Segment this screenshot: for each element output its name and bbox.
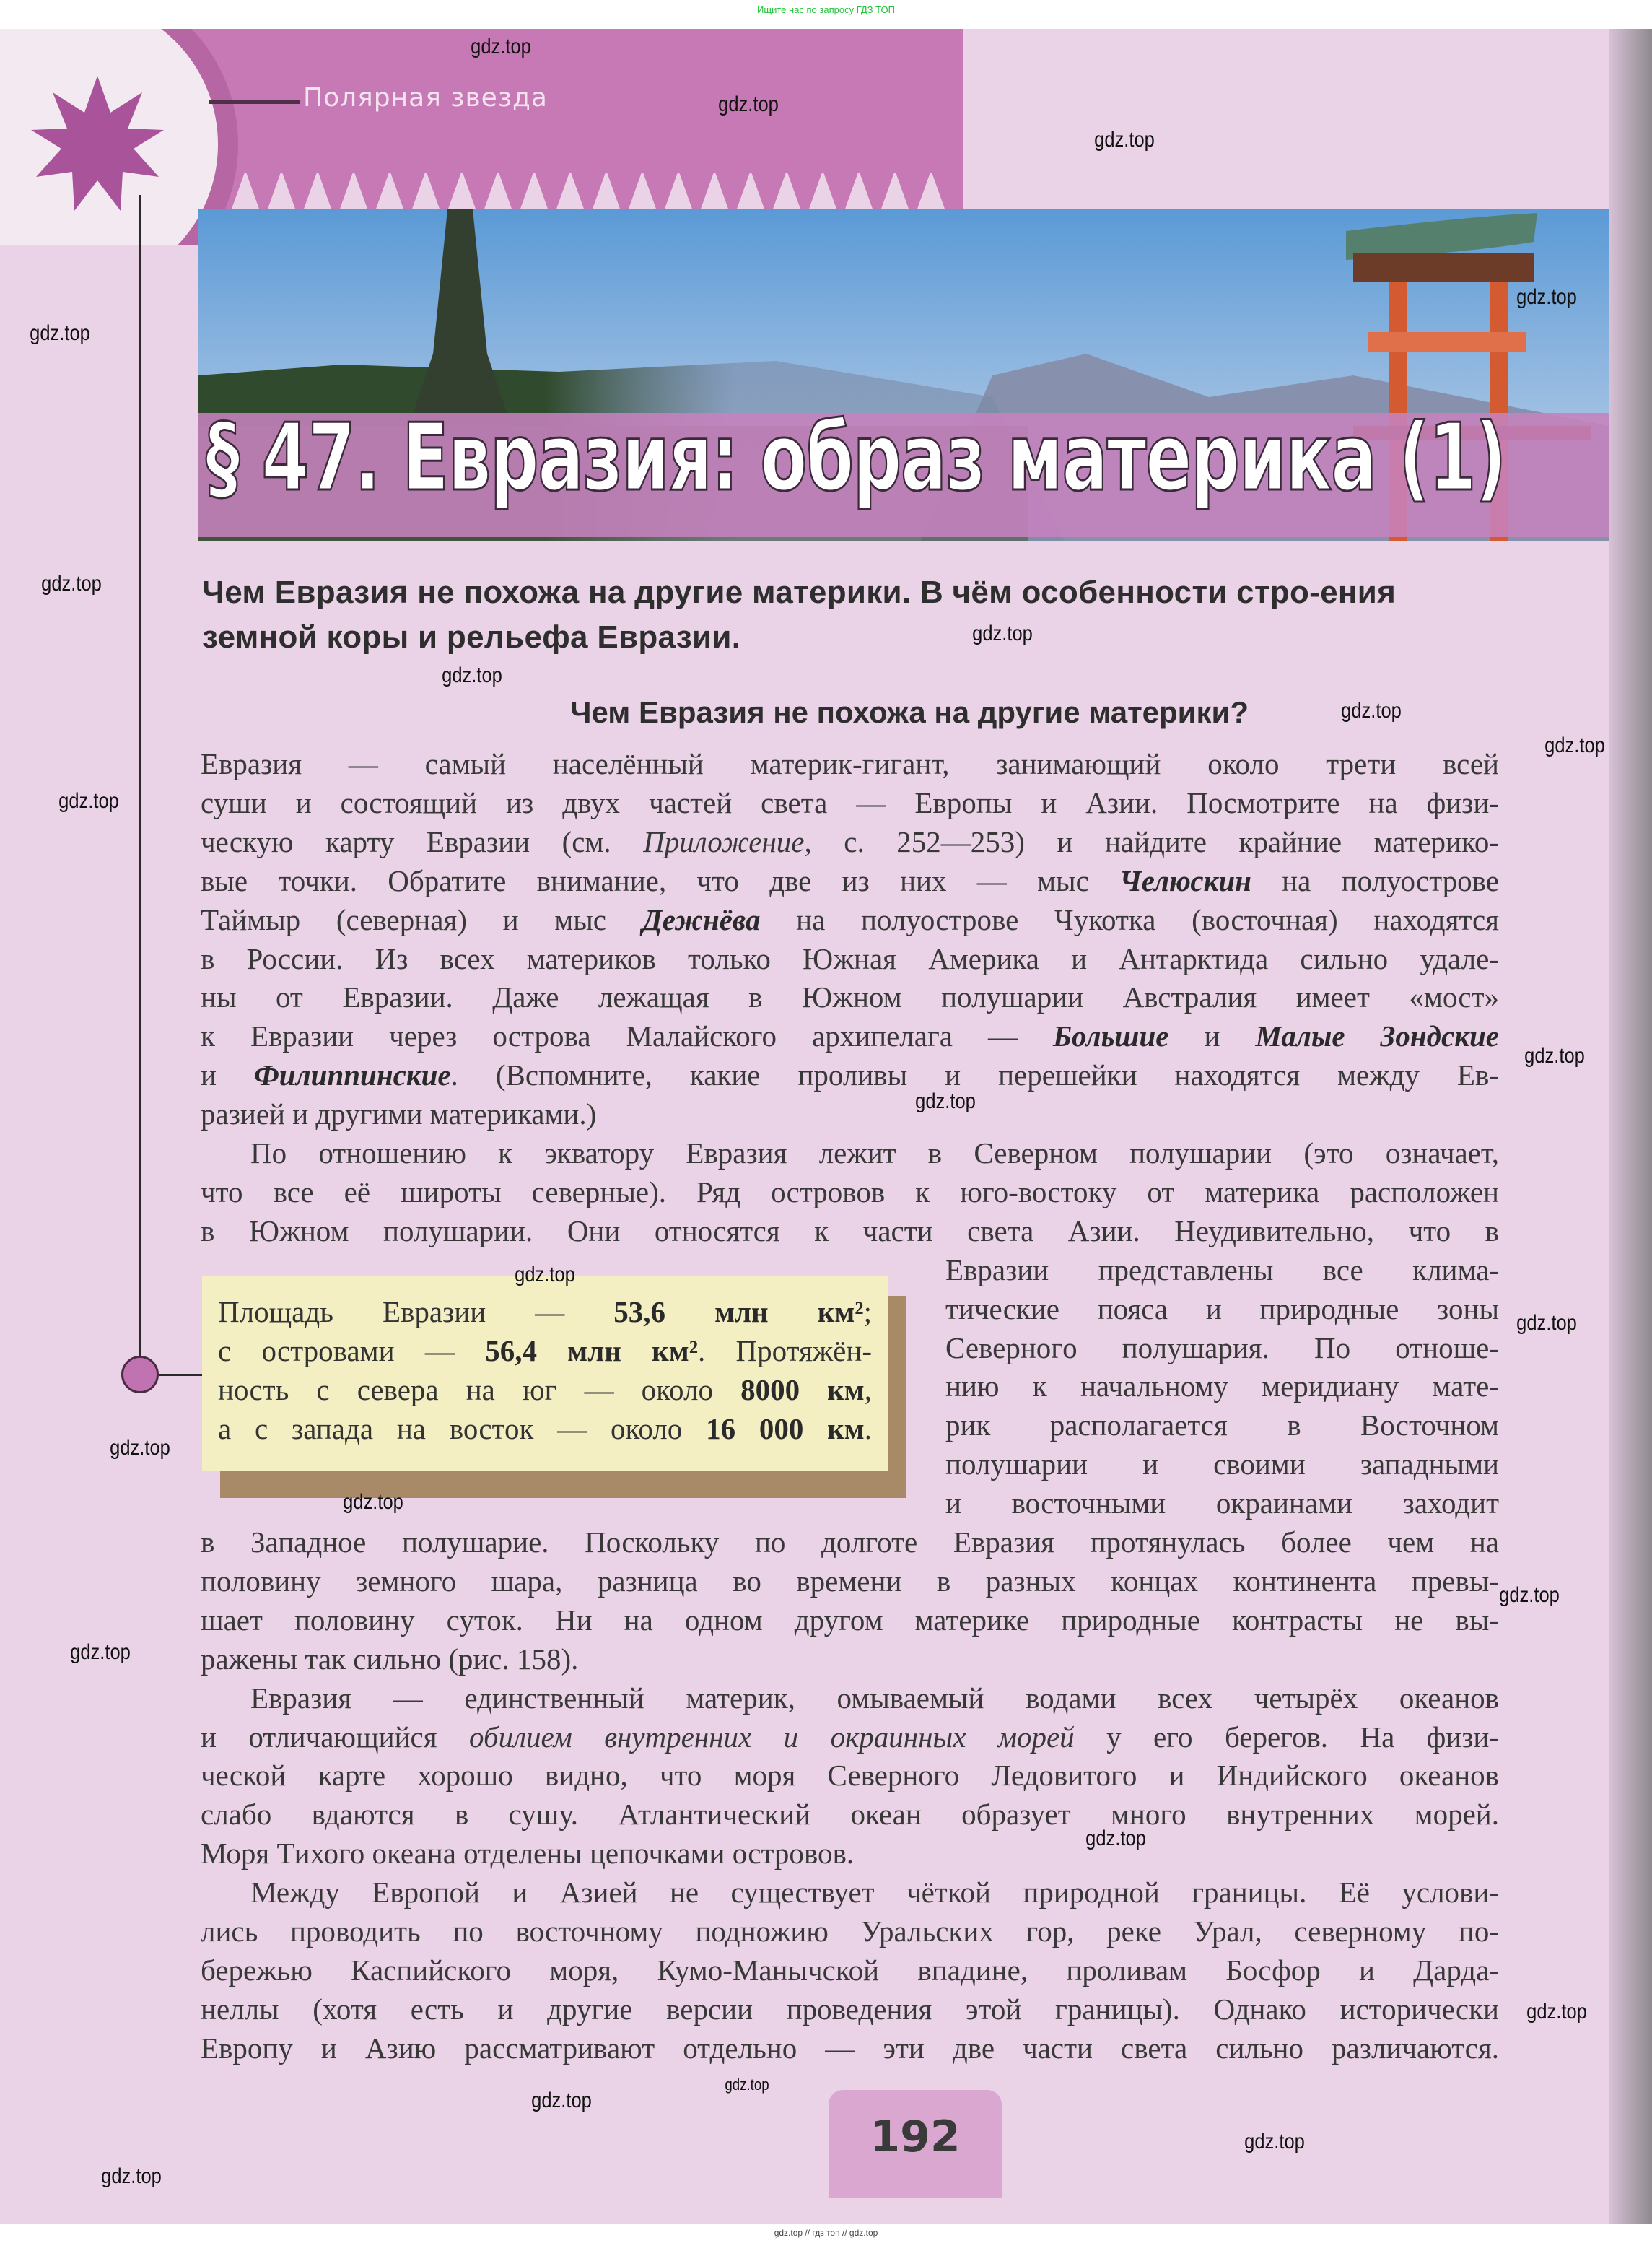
text-line (201, 939, 1499, 978)
text-segment: Северного полушария. По отноше- (945, 1330, 1499, 1364)
text-segment: в Западное полушарие. Поскольку по долготе Евразия протянулась более чем на (201, 1525, 1499, 1559)
watermark: gdz.top (1085, 1826, 1146, 1850)
top-banner: Ищите нас по запросу ГДЗ ТОП (0, 0, 1652, 29)
text-segment: Таймыр (северная) и мыс (201, 902, 642, 936)
watermark: gdz.top (1094, 128, 1155, 152)
fact-box (202, 1276, 888, 1471)
watermark: gdz.top (1544, 733, 1605, 757)
text-segment: обилием внутренних и окраинных морей (469, 1720, 1075, 1754)
watermark: gdz.top (58, 789, 119, 813)
text-segment: в России. Из всех материков только Южная Америка и Антарктида сильно удале- (201, 941, 1499, 975)
text-segment: на полуострове Чукотка (восточная) находятся (760, 902, 1499, 936)
watermark: gdz.top (1526, 2000, 1587, 2024)
text-segment: Приложение (643, 824, 805, 858)
text-line (945, 1406, 1499, 1445)
text-segment: , с. 252—253) и найдите крайние материко- (804, 824, 1499, 858)
text-segment: Евразия — самый населённый материк-гигант, занимающий около трети всей (201, 747, 1499, 780)
text-segment: неллы (хотя есть и другие версии проведения этой границы). Однако исторически (201, 1992, 1499, 2026)
text-line (201, 1639, 1499, 1678)
text-segment: тические пояса и природные зоны (945, 1292, 1499, 1325)
margin-line (139, 195, 141, 1375)
text-segment: вые точки. Обратите внимание, что две из них — мыс (201, 863, 1120, 897)
text-line (201, 1834, 1499, 1873)
watermark: gdz.top (1516, 285, 1577, 309)
text-segment: Между Европой и Азией не существует чёткой природной границы. Её услови- (250, 1876, 1499, 1909)
text-line (201, 1211, 1499, 1250)
text-segment: что все её широты северные). Ряд островов к юго-востоку от материка расположен (201, 1175, 1499, 1208)
text-segment: шает половину суток. Ни на одном другом материке природные контрасты не вы- (201, 1603, 1499, 1637)
text-line (201, 1912, 1499, 1951)
text-segment: Челюскин (1119, 863, 1251, 897)
watermark: gdz.top (972, 622, 1033, 645)
text-segment: у его берегов. На физи- (1074, 1720, 1499, 1754)
page-title: § 47. Евразия: образ материка (1) (206, 404, 1505, 512)
text-segment: Европу и Азию рассматривают отдельно — эти две части света сильно различаются. (201, 2031, 1499, 2065)
text-line (201, 744, 1499, 783)
section-connector (209, 100, 300, 104)
watermark: gdz.top (110, 1436, 170, 1460)
text-segment: Евразия — единственный материк, омываемый водами всех четырёх океанов (250, 1681, 1499, 1715)
text-line (201, 861, 1499, 900)
text-segment: Моря Тихого океана отделены цепочками островов. (201, 1837, 855, 1870)
text-line (250, 1873, 1499, 1912)
watermark: gdz.top (725, 2076, 769, 2094)
watermark: gdz.top (515, 1263, 575, 1286)
watermark: gdz.top (718, 92, 779, 116)
text-segment: и (1168, 1019, 1256, 1053)
text-segment: . (Вспомните, какие проливы и перешейки находятся между Ев- (450, 1058, 1499, 1092)
text-segment: лись проводить по восточному подножию Уральских гор, реке Урал, северному по- (201, 1915, 1499, 1948)
text-line (201, 1523, 1499, 1562)
star-icon (25, 72, 170, 217)
text-line (201, 2029, 1499, 2068)
watermark: gdz.top (1499, 1583, 1560, 1607)
bottom-banner: gdz.top // гдз топ // gdz.top (0, 2224, 1652, 2243)
text-segment: нию к начальному меридиану мате- (945, 1369, 1499, 1403)
text-segment: ны от Евразии. Даже лежащая в Южном полушарии Австралия имеет «мост» (201, 980, 1499, 1014)
text-line (201, 1795, 1499, 1834)
text-segment: к Евразии через острова Малайского архипелага — (201, 1019, 1053, 1053)
page-number: 192 (870, 2112, 961, 2162)
fact-line: с островами — 56,4 млн км². Протяжён- (218, 1334, 872, 1367)
text-line (201, 1016, 1499, 1055)
text-line (945, 1367, 1499, 1406)
text-line (201, 1756, 1499, 1795)
text-segment: половину земного шара, разница во времени в разных концах континента превы- (201, 1564, 1499, 1598)
text-segment: и (201, 1058, 254, 1092)
text-segment: По отношению к экватору Евразия лежит в Северном полушарии (это означает, (250, 1136, 1499, 1170)
text-line (201, 1562, 1499, 1600)
watermark: gdz.top (1341, 699, 1402, 723)
text-segment: и восточными окраинами заходит (945, 1486, 1499, 1520)
text-segment: на полуострове (1251, 863, 1499, 897)
text-segment: ческую карту Евразии (см. (201, 824, 644, 858)
watermark: gdz.top (1516, 1311, 1577, 1335)
watermark: gdz.top (41, 572, 102, 596)
text-line (945, 1328, 1499, 1367)
text-line (201, 900, 1499, 939)
text-segment: Евразии представлены все клима- (945, 1253, 1499, 1286)
text-line (201, 1094, 1499, 1133)
text-segment: Дежнёва (642, 902, 761, 936)
text-line (201, 1951, 1499, 1990)
watermark: gdz.top (531, 2089, 592, 2112)
fact-line: Площадь Евразии — 53,6 млн км²; (218, 1295, 872, 1328)
watermark: gdz.top (30, 321, 90, 345)
watermark: gdz.top (1524, 1044, 1585, 1068)
page-gutter (1609, 29, 1652, 2224)
watermark: gdz.top (1244, 2130, 1305, 2153)
text-line (250, 1133, 1499, 1172)
margin-dot (121, 1356, 159, 1393)
intro-questions: Чем Евразия не похожа на другие материки. В чём особенности стро-ения земной коры и рельефа Евразии. (202, 575, 1397, 655)
text-line (945, 1445, 1499, 1484)
text-segment: полушарии и своими западными (945, 1447, 1499, 1481)
text-segment: и отличающийся (201, 1720, 469, 1754)
text-line (201, 783, 1499, 822)
watermark: gdz.top (343, 1490, 403, 1514)
watermark: gdz.top (70, 1640, 131, 1664)
text-line (201, 1055, 1499, 1094)
text-segment: Малые Зондские (1255, 1019, 1499, 1053)
fact-line: а с запада на восток — около 16 000 км. (218, 1412, 872, 1445)
text-line (201, 977, 1499, 1016)
text-line (201, 1717, 1499, 1756)
watermark: gdz.top (471, 35, 531, 58)
text-line (201, 1600, 1499, 1639)
section-name: Полярная звезда (303, 83, 548, 113)
text-line (945, 1289, 1499, 1328)
text-segment: слабо вдаются в сушу. Атлантический океан образует много внутренних морей. (201, 1798, 1499, 1832)
text-line (201, 1172, 1499, 1211)
watermark: gdz.top (442, 663, 502, 687)
text-line (250, 1678, 1499, 1717)
text-segment: суши и состоящий из двух частей света — Европы и Азии. Посмотрите на физи- (201, 785, 1499, 819)
text-line (201, 1990, 1499, 2029)
watermark: gdz.top (101, 2164, 162, 2188)
text-segment: рик располагается в Восточном (945, 1408, 1499, 1442)
text-line (201, 822, 1499, 861)
text-segment: ческой карте хорошо видно, что моря Северного Ледовитого и Индийского океанов (201, 1759, 1499, 1793)
text-segment: Филиппинские (253, 1058, 451, 1092)
text-segment: ражены так сильно (рис. 158). (201, 1642, 579, 1676)
text-line (945, 1484, 1499, 1523)
text-line (945, 1250, 1499, 1289)
text-segment: бережью Каспийского моря, Кумо-Манычской впадине, проливам Босфор и Дарда- (201, 1953, 1499, 1987)
text-segment: в Южном полушарии. Они относятся к части света Азии. Неудивительно, что в (201, 1214, 1499, 1247)
text-segment: разией и другими материками.) (201, 1097, 597, 1131)
fact-line: ность с севера на юг — около 8000 км, (218, 1373, 872, 1406)
text-segment: Большие (1053, 1019, 1169, 1053)
subheading: Чем Евразия не похожа на другие материки? (569, 695, 1249, 729)
watermark: gdz.top (915, 1089, 976, 1113)
